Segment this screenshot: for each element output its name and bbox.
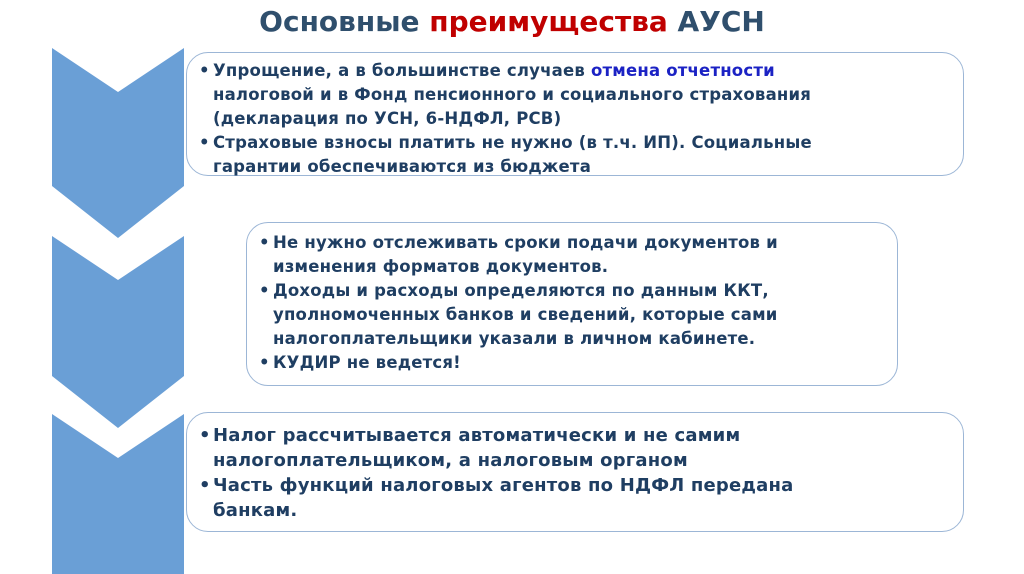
item-text: банкам. — [213, 500, 298, 521]
item-text: Страховые взносы платить не нужно (в т.ч. ИП). Социальные — [213, 133, 812, 152]
item-text: Упрощение, а в большинстве случаев — [213, 61, 591, 80]
item-highlight: отмена отчетности — [590, 61, 775, 80]
benefit-list-1 — [199, 59, 812, 179]
item-text: и не самим — [617, 425, 741, 446]
list-item — [259, 279, 778, 351]
item-highlight: Налог рассчитывается автоматически — [213, 425, 618, 446]
item-highlight: Часть функций налоговых агентов — [213, 475, 582, 496]
item-text: (декларация по УСН, 6-НДФЛ, РСВ) — [213, 109, 562, 128]
list-item — [199, 473, 793, 523]
chevron-2 — [52, 236, 184, 428]
item-text: Доходы и расходы определяются по данным ККТ, — [273, 281, 769, 300]
list-item — [199, 131, 812, 179]
item-text: по НДФЛ передана — [581, 475, 794, 496]
list-item — [259, 231, 778, 279]
item-text: налоговой и в Фонд пенсионного и социального страхования — [213, 85, 812, 104]
list-item — [199, 423, 793, 473]
item-text: налогоплательщики указали в личном кабинете. — [273, 329, 756, 348]
item-text: гарантии обеспечиваются из бюджета — [213, 157, 592, 176]
list-item — [259, 351, 778, 375]
benefit-box-3 — [186, 412, 964, 532]
item-text: изменения форматов документов. — [273, 257, 609, 276]
title-highlight: преимущества — [429, 5, 668, 38]
item-text: уполномоченных банков и сведений, которые сами — [273, 305, 778, 324]
item-text: Не нужно отслеживать сроки подачи документов и — [273, 233, 778, 252]
list-item — [199, 59, 812, 131]
chevron-3 — [52, 414, 184, 574]
benefit-box-2 — [246, 222, 898, 386]
title-part-1: Основные — [259, 5, 430, 38]
benefit-list-2 — [259, 231, 778, 375]
item-highlight: КУДИР не ведется! — [273, 353, 461, 372]
item-text: налогоплательщиком, а налоговым органом — [213, 450, 688, 471]
benefit-list-3 — [199, 423, 793, 523]
chevron-1 — [52, 48, 184, 238]
title-part-3: АУСН — [667, 5, 765, 38]
benefit-box-1 — [186, 52, 964, 176]
